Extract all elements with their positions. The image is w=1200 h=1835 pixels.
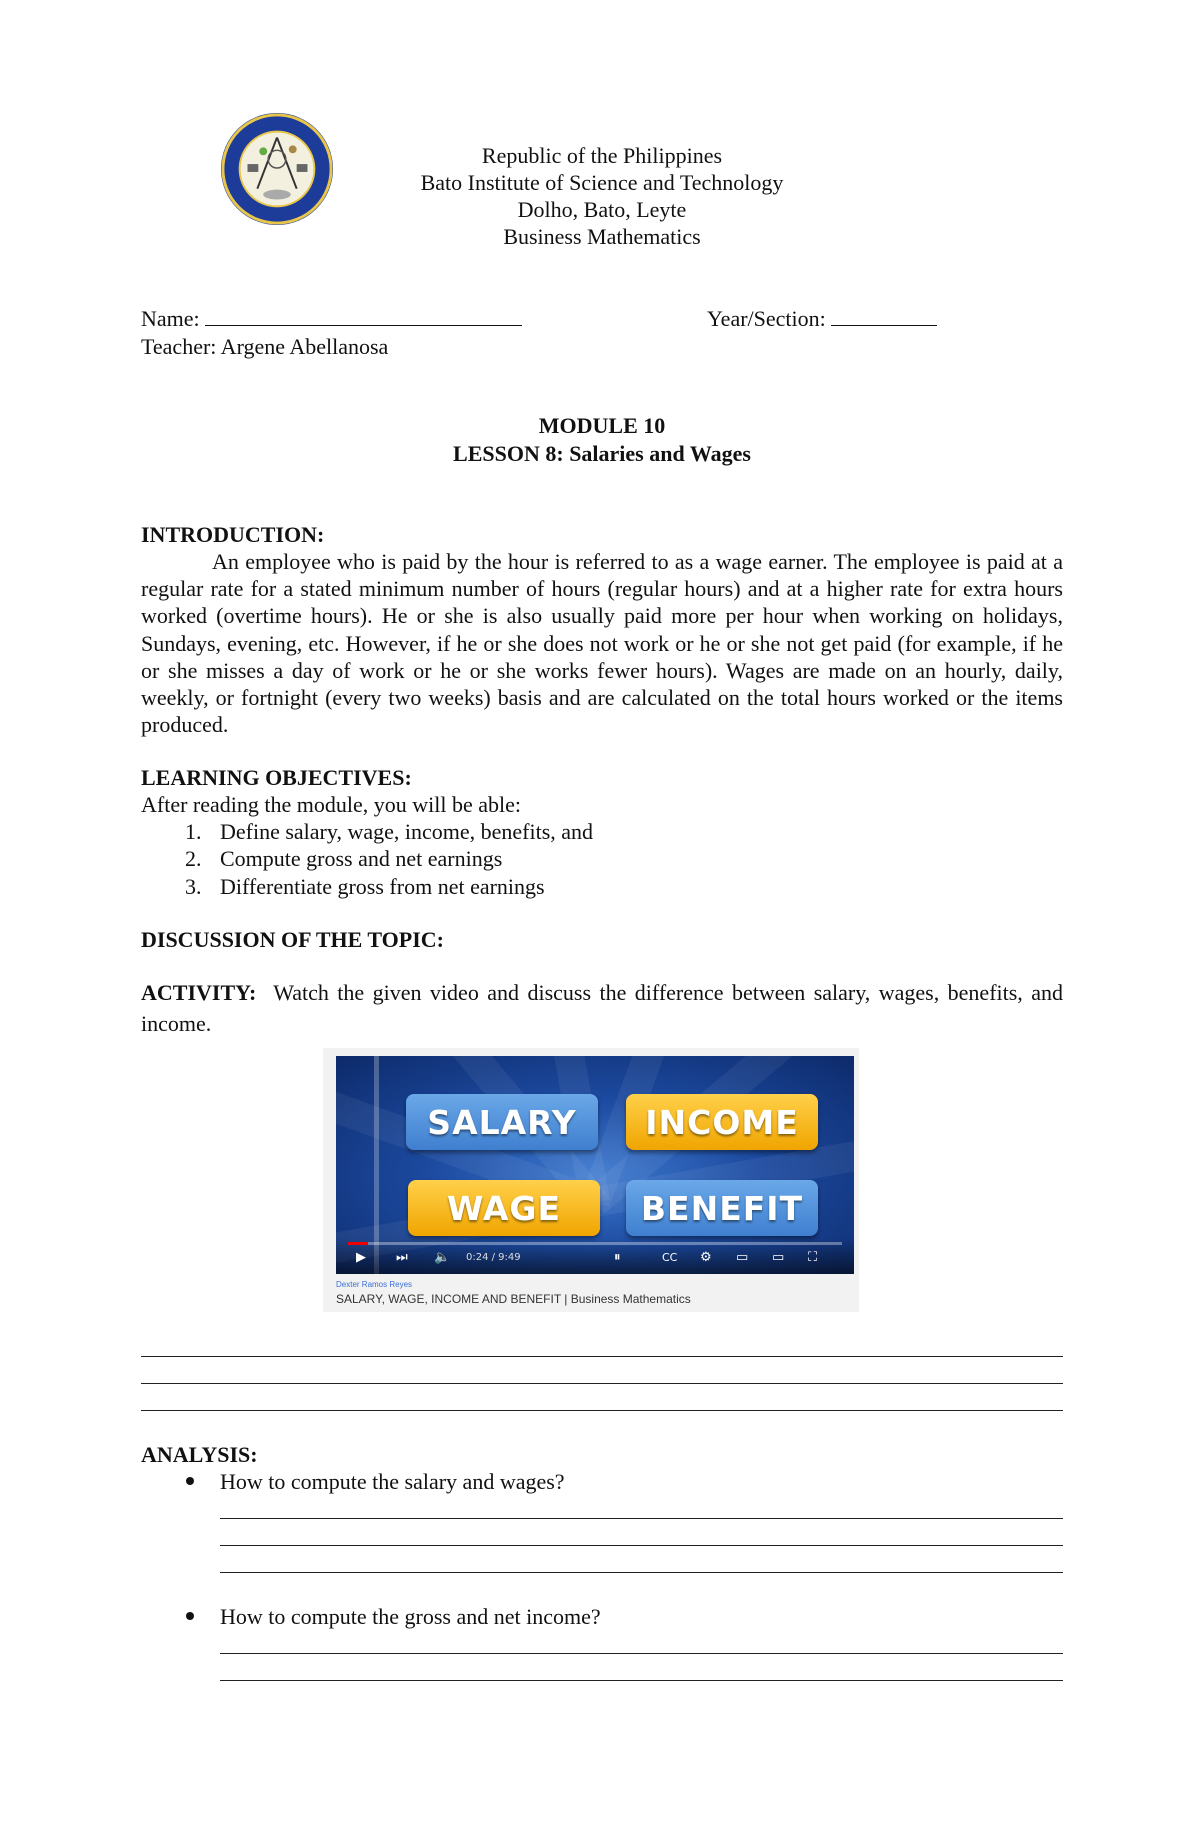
video-progress-fill <box>348 1242 368 1245</box>
answer-line[interactable] <box>141 1383 1063 1384</box>
objective-item: 1. Define salary, wage, income, benefits, and <box>185 819 594 844</box>
answer-line[interactable] <box>141 1410 1063 1411</box>
discussion-heading: DISCUSSION OF THE TOPIC: <box>141 927 444 952</box>
name-blank[interactable] <box>205 307 522 326</box>
objective-item: 3. Differentiate gross from net earnings <box>185 873 545 899</box>
introduction-text: An employee who is paid by the hour is referred to as a wage earner. The employee is paid at a regular rate for a stated minimum number of hours (regular hours) and at a higher rate for extra hours worked (overtime hours). He or she is also usually paid more per hour when working on holidays, Sundays, evening, etc. However, if he or she does not work or he or she not get paid (for example, if he or she misses a day of work or he or she works fewer hours). Wages are made on an hourly, daily, weekly, or fortnight (every two weeks) basis and are calculated on the total hours worked or the items produced. <box>141 549 1063 738</box>
country-line: Republic of the Philippines <box>481 143 723 168</box>
video-time: 0:24 / 9:49 <box>466 1252 521 1263</box>
miniplayer-icon[interactable]: ▭ <box>736 1250 749 1265</box>
settings-gear-icon[interactable]: ⚙ <box>700 1250 712 1265</box>
activity-text: Watch the given video and discuss the difference between salary, wages, benefits, and income. <box>141 980 1064 1036</box>
objectives-lead: After reading the module, you will be able: <box>141 792 521 817</box>
analysis-question-1: How to compute the salary and wages? <box>220 1469 565 1494</box>
school-address: Dolho, Bato, Leyte <box>517 197 687 222</box>
fullscreen-icon[interactable]: ⛶ <box>808 1250 818 1265</box>
answer-line[interactable] <box>220 1545 1063 1546</box>
video-tile-salary: SALARY <box>406 1094 598 1150</box>
objectives-list <box>141 818 941 900</box>
school-header <box>300 142 904 250</box>
video-caption[interactable]: SALARY, WAGE, INCOME AND BENEFIT | Business Mathematics <box>336 1292 691 1306</box>
video-player[interactable] <box>336 1056 854 1274</box>
bullet-icon <box>186 1477 194 1485</box>
captions-icon[interactable]: CC <box>662 1251 678 1264</box>
subject-name: Business Mathematics <box>503 224 701 249</box>
answer-line[interactable] <box>220 1680 1063 1681</box>
answer-line[interactable] <box>220 1518 1063 1519</box>
video-tile-benefit: BENEFIT <box>626 1180 818 1236</box>
objective-item: 2. Compute gross and net earnings <box>185 846 503 872</box>
activity-paragraph <box>141 977 1063 1039</box>
answer-line[interactable] <box>220 1653 1063 1654</box>
activity-label: ACTIVITY: <box>141 980 257 1005</box>
video-progress-bar[interactable] <box>348 1242 842 1245</box>
bullet-icon <box>186 1612 194 1620</box>
introduction-body <box>141 548 1063 738</box>
video-tile-income: INCOME <box>626 1094 818 1150</box>
volume-icon[interactable]: 🔈 <box>434 1250 451 1265</box>
school-name: Bato Institute of Science and Technology <box>420 170 784 195</box>
year-section-blank[interactable] <box>831 307 937 326</box>
year-section-field <box>707 305 937 332</box>
introduction-heading: INTRODUCTION: <box>141 522 325 547</box>
answer-line[interactable] <box>220 1572 1063 1573</box>
objectives-heading: LEARNING OBJECTIVES: <box>141 765 412 790</box>
theater-mode-icon[interactable]: ▭ <box>772 1250 785 1265</box>
video-channel-name[interactable]: Dexter Ramos Reyes <box>336 1280 413 1289</box>
name-label: Name: <box>141 306 200 331</box>
lesson-title: LESSON 8: Salaries and Wages <box>453 441 751 466</box>
next-icon[interactable]: ⏭ <box>396 1250 408 1265</box>
teacher-line: Teacher: Argene Abellanosa <box>141 334 389 359</box>
analysis-question-2: How to compute the gross and net income? <box>220 1604 601 1629</box>
video-controls <box>336 1238 854 1274</box>
video-embed[interactable] <box>323 1048 859 1312</box>
video-tile-wage: WAGE <box>408 1180 600 1236</box>
module-title: MODULE 10 <box>538 413 666 438</box>
play-icon[interactable]: ▶ <box>356 1250 366 1265</box>
autoplay-toggle-icon[interactable]: ⏸ <box>614 1250 621 1265</box>
analysis-heading: ANALYSIS: <box>141 1442 258 1467</box>
name-field <box>141 305 522 332</box>
year-section-label: Year/Section: <box>707 306 826 331</box>
answer-line[interactable] <box>141 1356 1063 1357</box>
